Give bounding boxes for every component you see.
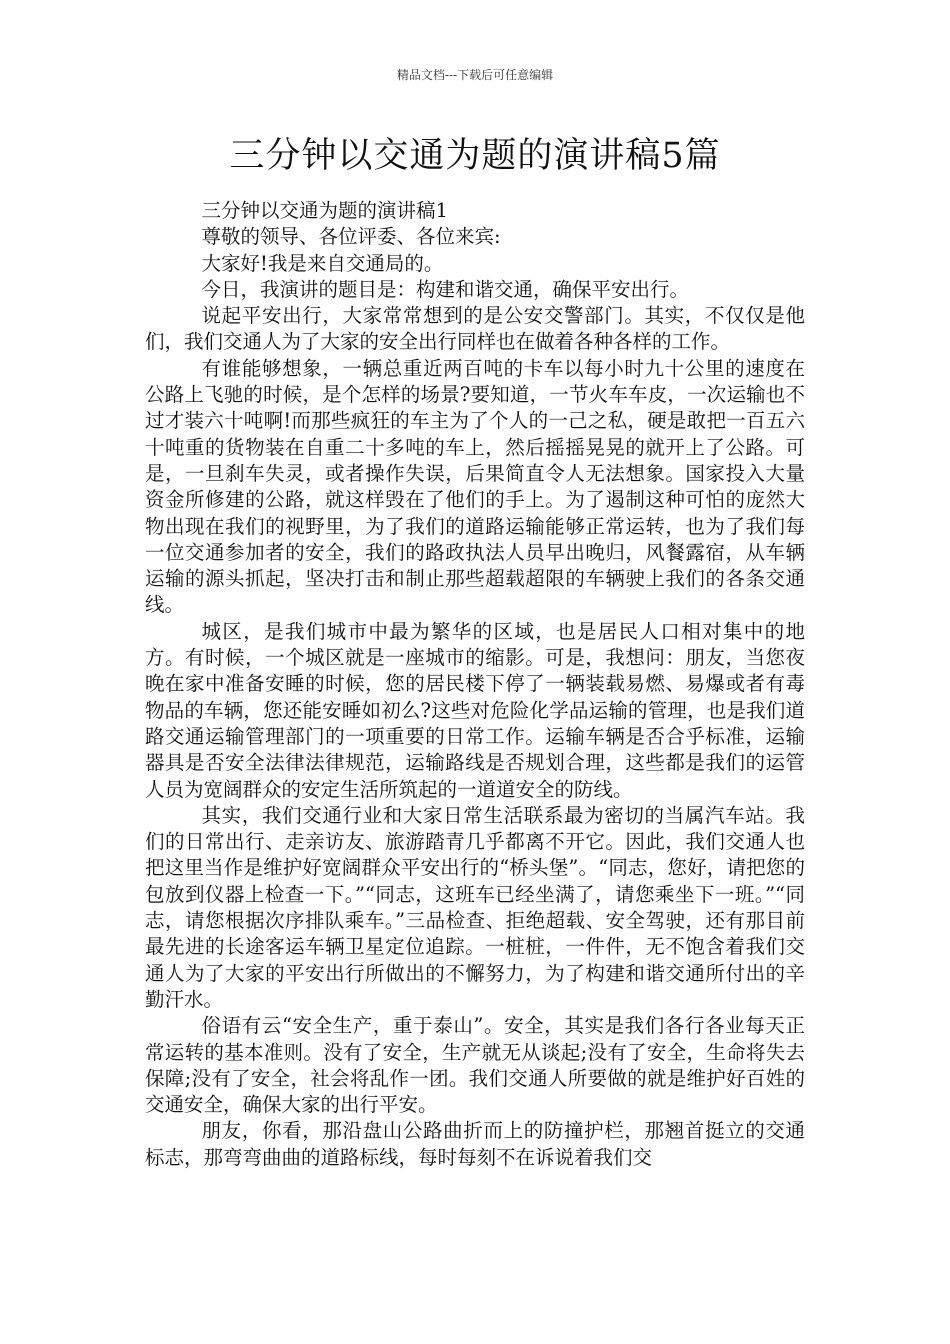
- paragraph: 城区，是我们城市中最为繁华的区域，也是居民人口相对集中的地方。有时候，一个城区就是一座城市的缩影。可是，我想问：朋友，当您夜晚在家中准备安睡的时候，您的居民楼下停了一辆装载易燃、易爆或者有毒物品的车辆，您还能安睡如初么?这些对危险化学品运输的管理，也是我们道路交通运输管理部门的一项重要的日常工作。运输车辆是否合乎标准，运输器具是否安全法律法律规范，运输路线是否规划合理，这些都是我们的运管人员为宽阔群众的安定生活所筑起的一道道安全的防线。: [145, 619, 805, 801]
- document-body: [145, 198, 805, 1171]
- header-note: 精品文档---下载后可任意编辑: [396, 68, 554, 82]
- paragraph: 尊敬的领导、各位评委、各位来宾:: [201, 225, 501, 249]
- document-title: 三分钟以交通为题的演讲稿5篇: [229, 136, 721, 176]
- paragraph: 朋友，你看，那沿盘山公路曲折而上的防撞护栏，那翘首挺立的交通标志，那弯弯曲曲的道路标线，每时每刻不在诉说着我们交: [145, 1119, 805, 1169]
- paragraph: 有谁能够想象，一辆总重近两百吨的卡车以每小时九十公里的速度在公路上飞驰的时候，是个怎样的场景?要知道，一节火车车皮，一次运输也不过才装六十吨啊!而那些疯狂的车主为了个人的一己之私，硬是敢把一百五六十吨重的货物装在自重二十多吨的车上，然后摇摇晃晃的就开上了公路。可是，一旦刹车失灵，或者操作失误，后果简直令人无法想象。国家投入大量资金所修建的公路，就这样毁在了他们的手上。为了遏制这种可怕的庞然大物出现在我们的视野里，为了我们的道路运输能够正常运转，也为了我们每一位交通参加者的安全，我们的路政执法人员早出晚归，风餐露宿，从车辆运输的源头抓起，坚决打击和制止那些超载超限的车辆驶上我们的各条交通线。: [145, 356, 805, 617]
- paragraph: 其实，我们交通行业和大家日常生活联系最为密切的当属汽车站。我们的日常出行、走亲访友、旅游踏青几乎都离不开它。因此，我们交通人也把这里当作是维护好宽阔群众平安出行的“桥头堡”。“同志，您好，请把您的包放到仪器上检查一下。”“同志，这班车已经坐满了，请您乘坐下一班。”“同志，请您根据次序排队乘车。”三品检查、拒绝超载、安全驾驶，还有那目前最先进的长途客运车辆卫星定位追踪。一桩桩，一件件，无不饱含着我们交通人为了大家的平安出行所做出的不懈努力，为了构建和谐交通所付出的辛勤汗水。: [145, 803, 805, 1011]
- paragraph: 说起平安出行，大家常常想到的是公安交警部门。其实，不仅仅是他们，我们交通人为了大家的安全出行同样也在做着各种各样的工作。: [145, 304, 805, 354]
- paragraph: 大家好!我是来自交通局的。: [201, 251, 444, 275]
- paragraph: 今日，我演讲的题目是：构建和谐交通，确保平安出行。: [201, 277, 690, 301]
- paragraph: 俗语有云“安全生产，重于泰山”。安全，其实是我们各行各业每天正常运转的基本准则。没有了安全，生产就无从谈起;没有了安全，生命将失去保障;没有了安全，社会将乱作一团。我们交通人所要做的就是维护好百姓的交通安全，确保大家的出行平安。: [145, 1014, 805, 1117]
- paragraph: 三分钟以交通为题的演讲稿1: [201, 199, 448, 222]
